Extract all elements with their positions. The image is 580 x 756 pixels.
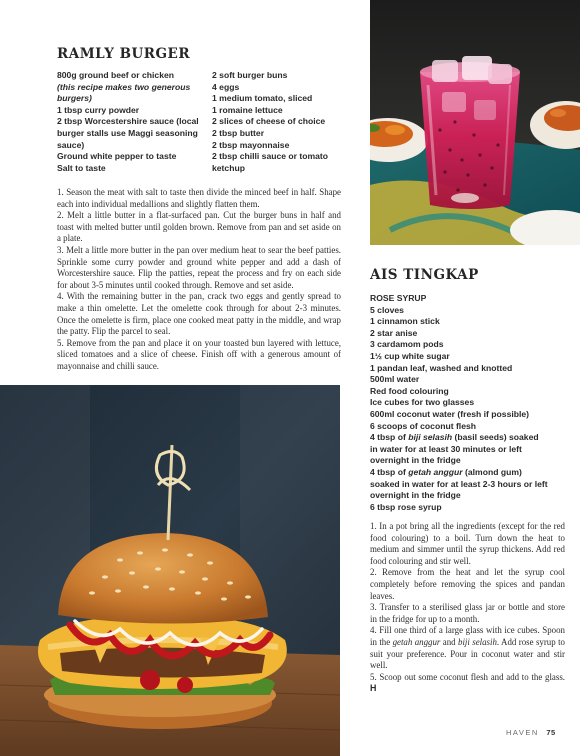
burger-illustration bbox=[0, 385, 340, 756]
ingredient-line: 500ml water bbox=[370, 374, 420, 385]
ingredient-line: Ground white pepper to taste bbox=[57, 151, 177, 162]
ingredient-line: 2 star anise bbox=[370, 327, 418, 338]
ingredient-line: ketchup bbox=[212, 162, 245, 173]
method-step: 4. Fill one third of a large glass with ice cubes. Spoon in the getah anggur and biji selasih. Add rose syrup to suit your preference. Pour in coconut water and stir well. bbox=[370, 625, 565, 671]
ramly-method bbox=[57, 187, 341, 373]
ingredient-line: 1 medium tomato, sliced bbox=[212, 93, 313, 104]
method-step: 2. Melt a little butter in a flat-surfaced pan. Cut the burger buns in half and toast with melted butter until golden brown. Remove from pan and set aside on a plate. bbox=[57, 210, 341, 244]
ingredient-line: Ice cubes for two glasses bbox=[370, 397, 475, 408]
method-step: 5. Remove from the pan and place it on your toasted bun layered with lettuce, sliced tomatoes and a slice of cheese. Finish off with a generous amount of mayonnaise and chilli sauce. bbox=[57, 337, 341, 371]
page-number: 75 bbox=[546, 728, 556, 737]
method-step: 2. Remove from the heat and let the syrup cool completely before removing the spices and pandan leaves. bbox=[370, 567, 565, 601]
ais-method bbox=[370, 521, 565, 695]
ingredient-line: 6 scoops of coconut flesh bbox=[370, 420, 477, 431]
ingredient-line: 2 soft burger buns bbox=[212, 70, 288, 80]
method-step: 1. Season the meat with salt to taste then divide the minced beef in half. Shape each into individual medallions and slightly flatten them. bbox=[57, 187, 341, 209]
ingredient-line: 1 cinnamon stick bbox=[370, 316, 440, 327]
drink-illustration bbox=[370, 0, 580, 245]
ingredient-line: overnight in the fridge bbox=[370, 455, 461, 466]
ingredient-line: soaked in water for at least 2-3 hours or left bbox=[370, 478, 548, 489]
ingredient-line: 5 cloves bbox=[370, 304, 404, 315]
drink-photo bbox=[370, 0, 580, 245]
ingredient-line: 1½ cup white sugar bbox=[370, 350, 450, 361]
ingredient-line: Red food colouring bbox=[370, 385, 449, 396]
ingredient-line: 800g ground beef or chicken bbox=[57, 70, 174, 80]
page-footer bbox=[506, 728, 556, 737]
magazine-name: HAVEN bbox=[506, 728, 539, 737]
ramly-ingredients-left bbox=[57, 70, 207, 174]
ingredient-line: 2 tbsp mayonnaise bbox=[212, 139, 290, 150]
method-step: 3. Melt a little more butter in the pan over medium heat to sear the beef patties. Sprinkle some curry powder and ground white pepper and add a dash of Worcestershire sauce. Flip the patties, repeat the process and fry on each side for about 3-5 minutes until cooked through. Remove and set aside. bbox=[57, 244, 341, 290]
ingredient-line: 1 tbsp curry powder bbox=[57, 104, 140, 115]
ingredient-line: 4 tbsp of biji selasih (basil seeds) soaked bbox=[370, 432, 539, 443]
burger-photo bbox=[0, 385, 340, 756]
end-mark: H bbox=[370, 683, 377, 694]
ingredient-line: 4 tbsp of getah anggur (almond gum) bbox=[370, 466, 522, 477]
method-step: 3. Transfer to a sterilised glass jar or bottle and store in the fridge for up to a month. bbox=[370, 602, 565, 624]
method-step: 4. With the remaining butter in the pan, crack two eggs and gently spread to make a thin omelette. Let the omelette cook through for about 2-3 minutes. Once the omelette is firm, place one cooked meat patty in the middle, and wrap the patty. Flip the parcel to seal. bbox=[57, 291, 341, 337]
ingredient-line: 6 tbsp rose syrup bbox=[370, 501, 442, 512]
ramly-ingredients-right bbox=[212, 70, 342, 174]
ingredient-line: burger stalls use Maggi seasoning bbox=[57, 127, 198, 138]
ais-title: AIS TINGKAP bbox=[370, 267, 479, 283]
ingredient-line: overnight in the fridge bbox=[370, 490, 461, 501]
ingredient-line: 1 romaine lettuce bbox=[212, 104, 283, 115]
method-step: 1. In a pot bring all the ingredients (except for the red food colouring) to a boil. Turn down the heat to medium and simmer until the syrup thickens. Add red food colouring and stir well. bbox=[370, 521, 565, 566]
ingredient-line: burgers) bbox=[57, 93, 92, 104]
ingredient-line: 2 tbsp chilli sauce or tomato bbox=[212, 151, 329, 162]
ingredient-line: 2 tbsp Worcestershire sauce (local bbox=[57, 116, 199, 127]
ingredient-line: 3 cardamom pods bbox=[370, 339, 444, 350]
ingredient-line: 2 slices of cheese of choice bbox=[212, 116, 326, 127]
ingredient-line: in water for at least 30 minutes or left bbox=[370, 443, 522, 454]
ingredient-line: 4 eggs bbox=[212, 81, 240, 92]
method-step: 5. Scoop out some coconut flesh and add to the glass. H bbox=[370, 671, 565, 694]
ramly-title: RAMLY BURGER bbox=[57, 46, 191, 62]
ingredient-line: 1 pandan leaf, washed and knotted bbox=[370, 362, 513, 373]
ingredient-line: sauce) bbox=[57, 139, 85, 150]
ingredient-line: ROSE SYRUP bbox=[370, 293, 427, 303]
ingredient-line: Salt to taste bbox=[57, 162, 106, 173]
ingredient-line: 600ml coconut water (fresh if possible) bbox=[370, 408, 530, 419]
ais-ingredients bbox=[370, 293, 570, 513]
ingredient-line: (this recipe makes two generous bbox=[57, 81, 191, 92]
ingredient-line: 2 tbsp butter bbox=[212, 127, 265, 138]
